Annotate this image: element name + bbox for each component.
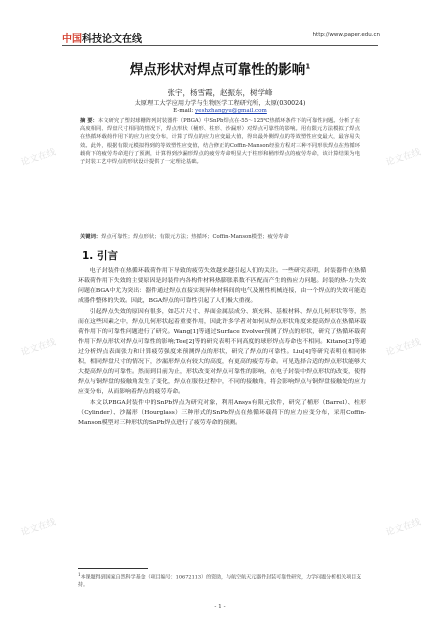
keywords-text: 焊点可靠性；焊点形状；有限元方法；热循环；Coffin-Manson模型；疲劳寿命	[101, 234, 289, 240]
page-header	[0, 0, 440, 44]
body-text	[78, 266, 366, 429]
site-url[interactable]: http://www.paper.edu.cn	[312, 32, 380, 38]
paper-authors: 张宇，杨雪霞，赵振东，树学峰	[167, 88, 273, 97]
paper-email	[0, 108, 440, 114]
header-divider	[62, 45, 378, 46]
abstract-label: 摘 要：	[80, 118, 98, 124]
body-paragraph-2: 引起焊点失效的原因有很多，如芯片尺寸、界面金属层成分、填充料、基板材料、焊点几何形状等等，然而在这些因素之中，焊点几何形状起着重要作用，因此许多学者对如何从焊点形状角度来提高焊点在热循环载荷作用下的可靠性问题进行了研究。Wang[1]等通过Surface Evolver预测了焊点的形状，研究了热循环载荷作用下焊点形状对焊点可靠性的影响;Tee[2]等的研究表明不同高度的球形焊点寿命也不相同。Kitano[3]等通过分析焊点表面张力和计算疲劳强度来预测焊点的形状，研究了焊点的可靠性。Liu[4]等研究表明在相同体积，相同焊盘尺寸的情况下，沙漏形焊点有较大的高度，有更高的疲劳寿命。可见选择合适的焊点形状能够大大提高焊点的可靠性。然而到目前为止，形状改变对焊点可靠性的影响，在电子封装中焊点形状的改变，使得焊点与铜焊盘的接触角发生了变化，焊点在服役过程中，不同的接触角，将会影响焊点与铜焊盘接触处的应力应变分布，从而影响着焊点的疲劳寿命。	[78, 309, 366, 395]
footnote-divider	[78, 568, 148, 569]
watermark: 论文在线	[19, 337, 58, 359]
watermark: 论文在线	[384, 147, 423, 169]
email-link[interactable]: yeshzhangyu@gmail.com	[195, 108, 267, 114]
watermark: 论文在线	[384, 517, 423, 539]
keywords-label: 关键词：	[80, 234, 102, 240]
abstract	[80, 117, 360, 166]
page-number: - 1 -	[214, 604, 226, 610]
paper-title-text: 焊点形状对焊点可靠性的影响	[129, 62, 306, 78]
abstract-text: 本文研究了塑封球栅阵列封装器件（PBGA）中SnPb焊点在-55～125℃热循环条件下的可靠性问题。分析了在高度相同、焊盘尺寸相同的情况下，焊点形状（桶形、柱形、沙漏形）对焊点可靠性的影响。用有限元方法模拟了焊点在热循环载荷作用下的应力应变分布，计算了焊点的应力应变最大值，得出最外侧焊点的等效塑性应变最大，最容易失效。此外，根据有限元模拟得到的等效塑性应变值，结合修正的Coffin-Manson经验方程对三种不同形状焊点在热循环载荷下的疲劳寿命进行了预测，计算得到沙漏形焊点的疲劳寿命明显大于柱形和桶形焊点的疲劳寿命，该计算结果为电子封装工艺中焊点的形状设计提供了一定理论基础。	[80, 118, 360, 166]
title-footnote-marker: 1	[305, 62, 311, 71]
footnote-marker: 1	[78, 572, 81, 577]
body-paragraph-3: 本文以PBGA封装件中的SnPb焊点为研究对象，利用Ansys有限元软件，研究了桶形（Barrel）、柱形（Cylinder）、沙漏形（Hourglass）三种形式的SnPb焊点在热循环载荷下的应力应变分布，采用Coffin-Manson模型对三种形状的SnPb焊点进行了疲劳寿命的预测。	[78, 400, 366, 426]
logo-black-text: 科技论文在线	[82, 34, 142, 45]
paper-title	[0, 58, 440, 78]
email-label: E-mail:	[173, 108, 194, 114]
watermark: 论文在线	[19, 147, 58, 169]
watermark: 论文在线	[384, 337, 423, 359]
footnote-text: 本课题得到国家自然科学基金（项目编号：10672113）的资助，与航空航天元器件封装可靠性研究，力学问题分析相关项目支持。	[78, 574, 362, 589]
site-logo[interactable]	[62, 30, 142, 45]
logo-red-text: 中国	[62, 34, 82, 45]
body-paragraph-1: 电子封装件在热循环载荷作用下导致的疲劳失效越来越引起人们的关注。一些研究表明，封装器件在热循环载荷作用下失效的主要原因是封装件内各构件材料热膨胀系数不匹配而产生的热应力问题。封装的热-力失效问题在BGA中尤为突出：器件通过焊点直接实现异体材料间的电气及刚性机械连接，由一个焊点的失效可能造成器件整体的失效。因此，BGA焊点的可靠性引起了人们极大重视。	[78, 268, 366, 304]
footnote	[78, 571, 366, 590]
section-heading-introduction: 1. 引言	[82, 250, 118, 262]
paper-affiliation: 太原理工大学应用力学与生物医学工程研究所，太原(030024)	[134, 100, 306, 107]
keywords	[80, 233, 360, 241]
watermark: 论文在线	[19, 517, 58, 539]
